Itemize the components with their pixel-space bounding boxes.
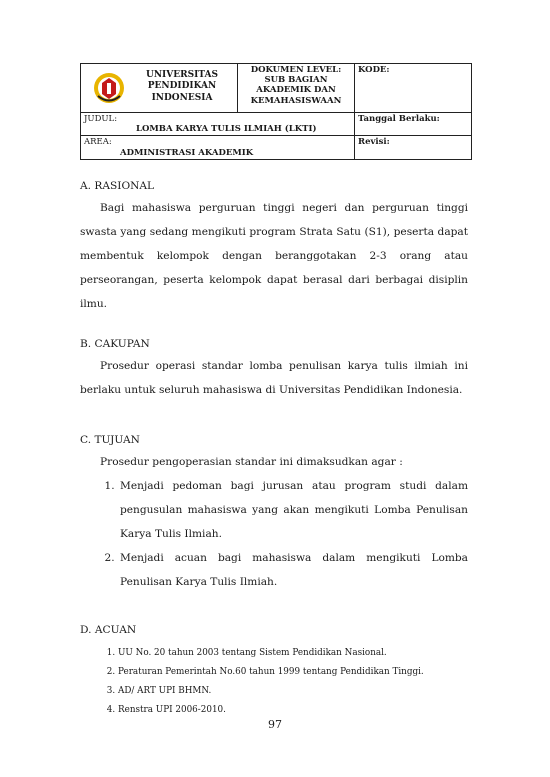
tanggal-berlaku-cell: Tanggal Berlaku:: [355, 113, 472, 136]
university-logo-icon: [93, 72, 125, 104]
list-item: 4. Renstra UPI 2006-2010.: [118, 701, 468, 720]
page-number: 97: [268, 718, 282, 731]
section-b-text: Prosedur operasi standar lomba penulisan karya tulis ilmiah ini berlaku untuk seluruh mahasiswa di Universitas Pendidikan Indonesia.: [80, 360, 468, 396]
document-header-table: [80, 63, 472, 160]
section-c-intro: Prosedur pengoperasian standar ini dimaksudkan agar :: [100, 456, 403, 468]
list-item: 2. Menjadi acuan bagi mahasiswa dalam mengikuti Lomba Penulisan Karya Tulis Ilmiah.: [118, 546, 468, 594]
logo-cell: [81, 64, 238, 113]
list-item: 1. Menjadi pedoman bagi jurusan atau program studi dalam pengusulan mahasiswa yang akan mengikuti Lomba Penulisan Karya Tulis Ilmiah.: [118, 474, 468, 546]
area-cell: [81, 136, 355, 159]
judul-value: LOMBA KARYA TULIS ILMIAH (LKTI): [136, 124, 317, 135]
university-name: UNIVERSITAS PENDIDIKAN INDONESIA: [145, 70, 218, 103]
section-c-list: [80, 474, 468, 594]
list-item: 2. Peraturan Pemerintah No.60 tahun 1999 tentang Pendidikan Tinggi.: [118, 663, 468, 682]
document-level: DOKUMEN LEVEL: SUB BAGIAN AKADEMIK DAN KEMAHASISWAAN: [238, 64, 355, 113]
judul-cell: [81, 113, 355, 136]
area-value: ADMINISTRASI AKADEMIK: [120, 147, 254, 158]
section-a-title: A. RASIONAL: [80, 180, 155, 192]
section-b-title: B. CAKUPAN: [80, 338, 150, 350]
section-a-text: Bagi mahasiswa perguruan tinggi negeri dan perguruan tinggi swasta yang sedang mengikuti program Strata Satu (S1), peserta dapat membentuk kelompok dengan beranggotakan 2-3 orang atau perseorangan, peserta kelompok dapat berasal dari berbagai disiplin ilmu.: [80, 202, 468, 310]
list-item: 3. AD/ ART UPI BHMN.: [118, 682, 468, 701]
section-d-list: [80, 644, 468, 720]
list-item: 1. UU No. 20 tahun 2003 tentang Sistem Pendidikan Nasional.: [118, 644, 468, 663]
section-d-title: D. ACUAN: [80, 624, 137, 636]
section-c-title: C. TUJUAN: [80, 434, 140, 446]
area-label: AREA:: [84, 137, 112, 148]
judul-label: JUDUL:: [84, 114, 118, 124]
document-body: [80, 176, 468, 720]
revisi-cell: Revisi:: [355, 136, 472, 159]
kode-cell: KODE:: [355, 64, 472, 113]
